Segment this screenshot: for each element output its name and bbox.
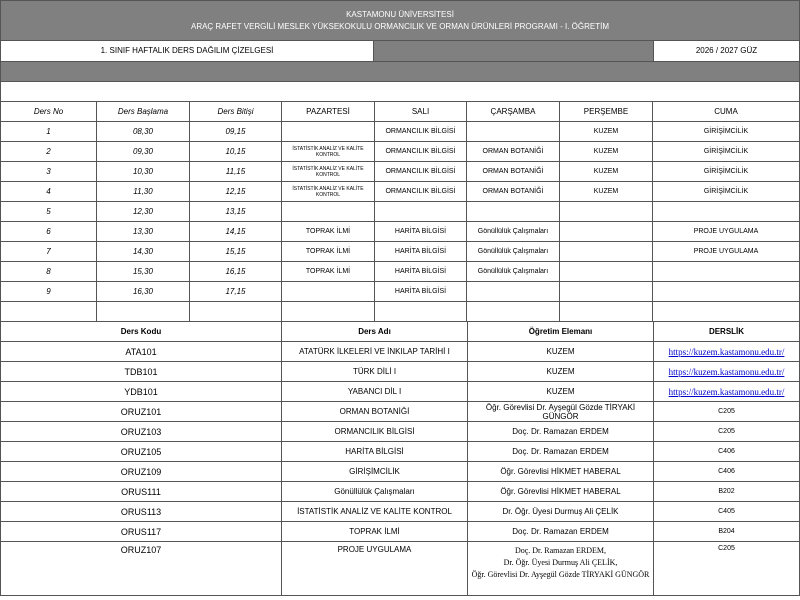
lesson-number: 1 bbox=[1, 122, 97, 142]
classroom-code: C205 bbox=[718, 545, 735, 552]
course-code: ORUS111 bbox=[1, 482, 282, 502]
course-instructor: KUZEM bbox=[468, 362, 654, 382]
schedule-row bbox=[1, 162, 800, 182]
col-header-course-name: Ders Adı bbox=[282, 322, 468, 342]
lesson-end-time: 17,15 bbox=[190, 282, 282, 302]
course-instructor: Doç. Dr. Ramazan ERDEM bbox=[468, 422, 654, 442]
course-row bbox=[1, 482, 800, 502]
course-name: GİRİŞİMCİLİK bbox=[282, 462, 468, 482]
lesson-cell-monday bbox=[282, 122, 375, 142]
course-classroom bbox=[654, 342, 800, 362]
course-name: TOPRAK İLMİ bbox=[282, 522, 468, 542]
kuzem-link[interactable]: https://kuzem.kastamonu.edu.tr/ bbox=[668, 366, 785, 377]
course-classroom bbox=[654, 382, 800, 402]
course-classroom bbox=[654, 362, 800, 382]
course-row bbox=[1, 462, 800, 482]
lesson-cell-friday: PROJE UYGULAMA bbox=[653, 222, 800, 242]
lesson-cell-tuesday: HARİTA BİLGİSİ bbox=[375, 262, 467, 282]
course-code: ATA101 bbox=[1, 342, 282, 362]
lesson-number: 9 bbox=[1, 282, 97, 302]
empty-cell bbox=[97, 302, 190, 322]
lesson-cell-friday: PROJE UYGULAMA bbox=[653, 242, 800, 262]
lesson-start-time: 13,30 bbox=[97, 222, 190, 242]
lesson-cell-wednesday bbox=[467, 202, 560, 222]
course-row bbox=[1, 402, 800, 422]
kuzem-link[interactable]: https://kuzem.kastamonu.edu.tr/ bbox=[668, 386, 785, 397]
course-instructor: KUZEM bbox=[468, 342, 654, 362]
lesson-cell-monday: TOPRAK İLMİ bbox=[282, 242, 375, 262]
col-header-course-code: Ders Kodu bbox=[1, 322, 282, 342]
course-name: YABANCI DİL I bbox=[282, 382, 468, 402]
lesson-number: 7 bbox=[1, 242, 97, 262]
course-row bbox=[1, 542, 800, 596]
col-header-classroom: DERSLİK bbox=[654, 322, 800, 342]
instructor-line: Dr. Öğr. Üyesi Durmuş Ali ÇELİK, bbox=[503, 558, 618, 567]
document-header bbox=[0, 0, 800, 42]
schedule-row bbox=[1, 122, 800, 142]
course-classroom bbox=[654, 522, 800, 542]
course-classroom bbox=[654, 542, 800, 596]
lesson-cell-monday: İSTATİSTİK ANALİZ VE KALİTE KONTROL bbox=[282, 142, 375, 162]
lesson-end-time: 13,15 bbox=[190, 202, 282, 222]
course-name: ORMANCILIK BİLGİSİ bbox=[282, 422, 468, 442]
course-instructor: Doç. Dr. Ramazan ERDEM bbox=[468, 522, 654, 542]
lesson-cell-friday: GİRİŞİMCİLİK bbox=[653, 162, 800, 182]
col-header-start: Ders Başlama bbox=[97, 102, 190, 122]
course-row bbox=[1, 442, 800, 462]
course-name: HARİTA BİLGİSİ bbox=[282, 442, 468, 462]
program-name: ARAÇ RAFET VERGİLİ MESLEK YÜKSEKOKULU ORMANCILIK VE ORMAN ÜRÜNLERİ PROGRAMI - I. ÖĞRETİM bbox=[190, 22, 609, 31]
lesson-cell-friday bbox=[653, 202, 800, 222]
course-row bbox=[1, 502, 800, 522]
lesson-start-time: 12,30 bbox=[97, 202, 190, 222]
lesson-end-time: 11,15 bbox=[190, 162, 282, 182]
kuzem-link[interactable]: https://kuzem.kastamonu.edu.tr/ bbox=[668, 346, 785, 357]
course-code: ORUZ103 bbox=[1, 422, 282, 442]
lesson-cell-wednesday bbox=[467, 122, 560, 142]
course-code: ORUZ107 bbox=[1, 542, 282, 596]
classroom-code: C205 bbox=[718, 408, 735, 415]
col-header-tuesday: SALI bbox=[375, 102, 467, 122]
lesson-number: 2 bbox=[1, 142, 97, 162]
lesson-cell-thursday: KUZEM bbox=[560, 182, 653, 202]
classroom-code: C406 bbox=[718, 468, 735, 475]
schedule-header-row bbox=[1, 102, 800, 122]
instructor-line: Doç. Dr. Ramazan ERDEM, bbox=[514, 546, 607, 555]
classroom-code: C205 bbox=[718, 428, 735, 435]
lesson-cell-friday bbox=[653, 282, 800, 302]
schedule-blank-row bbox=[1, 302, 800, 322]
course-list-table bbox=[0, 321, 800, 596]
empty-cell bbox=[560, 302, 653, 322]
course-instructor: Öğr. Görevlisi HİKMET HABERAL bbox=[468, 482, 654, 502]
course-instructor: Öğr. Görevlisi HİKMET HABERAL bbox=[468, 462, 654, 482]
lesson-start-time: 11,30 bbox=[97, 182, 190, 202]
lesson-cell-thursday bbox=[560, 222, 653, 242]
schedule-row bbox=[1, 182, 800, 202]
lesson-cell-thursday bbox=[560, 262, 653, 282]
lesson-start-time: 15,30 bbox=[97, 262, 190, 282]
course-row bbox=[1, 362, 800, 382]
weekly-schedule-table bbox=[0, 101, 800, 322]
lesson-cell-monday: İSTATİSTİK ANALİZ VE KALİTE KONTROL bbox=[282, 182, 375, 202]
schedule-title: 1. SINIF HAFTALIK DERS DAĞILIM ÇİZELGESİ bbox=[1, 41, 374, 61]
course-name: PROJE UYGULAMA bbox=[282, 542, 468, 596]
lesson-cell-friday: GİRİŞİMCİLİK bbox=[653, 122, 800, 142]
lesson-start-time: 09,30 bbox=[97, 142, 190, 162]
course-name: İSTATİSTİK ANALİZ VE KALİTE KONTROL bbox=[282, 502, 468, 522]
lesson-cell-thursday: KUZEM bbox=[560, 162, 653, 182]
lesson-cell-thursday: KUZEM bbox=[560, 142, 653, 162]
lesson-end-time: 16,15 bbox=[190, 262, 282, 282]
lesson-cell-monday bbox=[282, 202, 375, 222]
course-name: Gönüllülük Çalışmaları bbox=[282, 482, 468, 502]
schedule-row bbox=[1, 202, 800, 222]
lesson-cell-wednesday bbox=[467, 282, 560, 302]
schedule-row bbox=[1, 282, 800, 302]
lesson-cell-wednesday: Gönüllülük Çalışmaları bbox=[467, 222, 560, 242]
course-code: ORUZ101 bbox=[1, 402, 282, 422]
lesson-cell-tuesday: HARİTA BİLGİSİ bbox=[375, 282, 467, 302]
course-row bbox=[1, 342, 800, 362]
grey-band bbox=[0, 61, 800, 82]
lesson-cell-tuesday: ORMANCILIK BİLGİSİ bbox=[375, 122, 467, 142]
empty-cell bbox=[653, 302, 800, 322]
schedule-row bbox=[1, 222, 800, 242]
lesson-cell-wednesday: ORMAN BOTANİĞİ bbox=[467, 182, 560, 202]
lesson-cell-friday bbox=[653, 262, 800, 282]
course-name: TÜRK DİLİ I bbox=[282, 362, 468, 382]
course-instructor: Dr. Öğr. Üyesi Durmuş Ali ÇELİK bbox=[468, 502, 654, 522]
lesson-cell-tuesday: HARİTA BİLGİSİ bbox=[375, 222, 467, 242]
course-classroom bbox=[654, 462, 800, 482]
classroom-code: C406 bbox=[718, 448, 735, 455]
course-classroom bbox=[654, 482, 800, 502]
empty-cell bbox=[467, 302, 560, 322]
course-code: YDB101 bbox=[1, 382, 282, 402]
lesson-cell-thursday: KUZEM bbox=[560, 122, 653, 142]
empty-cell bbox=[282, 302, 375, 322]
course-instructors bbox=[468, 542, 654, 596]
classroom-code: C405 bbox=[718, 508, 735, 515]
lesson-start-time: 10,30 bbox=[97, 162, 190, 182]
lesson-end-time: 15,15 bbox=[190, 242, 282, 262]
lesson-number: 3 bbox=[1, 162, 97, 182]
col-header-monday: PAZARTESİ bbox=[282, 102, 375, 122]
course-classroom bbox=[654, 442, 800, 462]
lesson-end-time: 14,15 bbox=[190, 222, 282, 242]
course-name: ATATÜRK İLKELERİ VE İNKILAP TARİHİ I bbox=[282, 342, 468, 362]
col-header-friday: CUMA bbox=[653, 102, 800, 122]
empty-cell bbox=[375, 302, 467, 322]
lesson-cell-monday: TOPRAK İLMİ bbox=[282, 222, 375, 242]
lesson-cell-tuesday: ORMANCILIK BİLGİSİ bbox=[375, 182, 467, 202]
blank-row bbox=[0, 81, 800, 102]
lesson-number: 5 bbox=[1, 202, 97, 222]
course-classroom bbox=[654, 502, 800, 522]
course-classroom bbox=[654, 422, 800, 442]
schedule-row bbox=[1, 262, 800, 282]
lesson-cell-tuesday: ORMANCILIK BİLGİSİ bbox=[375, 142, 467, 162]
instructor-line: Öğr. Görevlisi Dr. Ayşegül Gözde TİRYAKİ GÜNGÖR bbox=[471, 570, 650, 579]
course-row bbox=[1, 422, 800, 442]
lesson-cell-wednesday: ORMAN BOTANİĞİ bbox=[467, 142, 560, 162]
lesson-cell-monday bbox=[282, 282, 375, 302]
course-code: TDB101 bbox=[1, 362, 282, 382]
course-instructor: KUZEM bbox=[468, 382, 654, 402]
lesson-number: 4 bbox=[1, 182, 97, 202]
course-instructor: Doç. Dr. Ramazan ERDEM bbox=[468, 442, 654, 462]
col-header-end: Ders Bitişi bbox=[190, 102, 282, 122]
lesson-cell-tuesday: ORMANCILIK BİLGİSİ bbox=[375, 162, 467, 182]
lesson-cell-tuesday: HARİTA BİLGİSİ bbox=[375, 242, 467, 262]
lesson-cell-friday: GİRİŞİMCİLİK bbox=[653, 182, 800, 202]
course-name: ORMAN BOTANİĞİ bbox=[282, 402, 468, 422]
course-code: ORUZ109 bbox=[1, 462, 282, 482]
academic-term: 2026 / 2027 GÜZ bbox=[695, 46, 758, 55]
lesson-cell-monday: İSTATİSTİK ANALİZ VE KALİTE KONTROL bbox=[282, 162, 375, 182]
lesson-start-time: 08,30 bbox=[97, 122, 190, 142]
course-code: ORUZ105 bbox=[1, 442, 282, 462]
col-header-wednesday: ÇARŞAMBA bbox=[467, 102, 560, 122]
lesson-cell-wednesday: ORMAN BOTANİĞİ bbox=[467, 162, 560, 182]
col-header-lesson-no: Ders No bbox=[1, 102, 97, 122]
lesson-cell-thursday bbox=[560, 202, 653, 222]
lesson-cell-thursday bbox=[560, 282, 653, 302]
col-header-instructor: Öğretim Elemanı bbox=[468, 322, 654, 342]
lesson-start-time: 14,30 bbox=[97, 242, 190, 262]
lesson-cell-tuesday bbox=[375, 202, 467, 222]
lesson-start-time: 16,30 bbox=[97, 282, 190, 302]
empty-cell bbox=[190, 302, 282, 322]
sub-header-filler bbox=[374, 41, 654, 61]
lesson-number: 8 bbox=[1, 262, 97, 282]
lesson-cell-thursday bbox=[560, 242, 653, 262]
schedule-row bbox=[1, 242, 800, 262]
lesson-cell-friday: GİRİŞİMCİLİK bbox=[653, 142, 800, 162]
lesson-cell-monday: TOPRAK İLMİ bbox=[282, 262, 375, 282]
course-header-row bbox=[1, 322, 800, 342]
lesson-number: 6 bbox=[1, 222, 97, 242]
lesson-end-time: 12,15 bbox=[190, 182, 282, 202]
university-name: KASTAMONU ÜNİVERSİTESİ bbox=[346, 10, 454, 19]
col-header-thursday: PERŞEMBE bbox=[560, 102, 653, 122]
schedule-row bbox=[1, 142, 800, 162]
classroom-code: B204 bbox=[718, 528, 735, 535]
course-code: ORUS117 bbox=[1, 522, 282, 542]
empty-cell bbox=[1, 302, 97, 322]
lesson-cell-wednesday: Gönüllülük Çalışmaları bbox=[467, 242, 560, 262]
lesson-cell-wednesday: Gönüllülük Çalışmaları bbox=[467, 262, 560, 282]
course-code: ORUS113 bbox=[1, 502, 282, 522]
course-row bbox=[1, 382, 800, 402]
lesson-end-time: 10,15 bbox=[190, 142, 282, 162]
course-row bbox=[1, 522, 800, 542]
course-classroom bbox=[654, 402, 800, 422]
course-instructor: Öğr. Görevlisi Dr. Ayşegül Gözde TİRYAKİ GÜNGÖR bbox=[468, 402, 654, 422]
classroom-code: B202 bbox=[718, 488, 735, 495]
sub-header bbox=[0, 40, 800, 62]
lesson-end-time: 09,15 bbox=[190, 122, 282, 142]
